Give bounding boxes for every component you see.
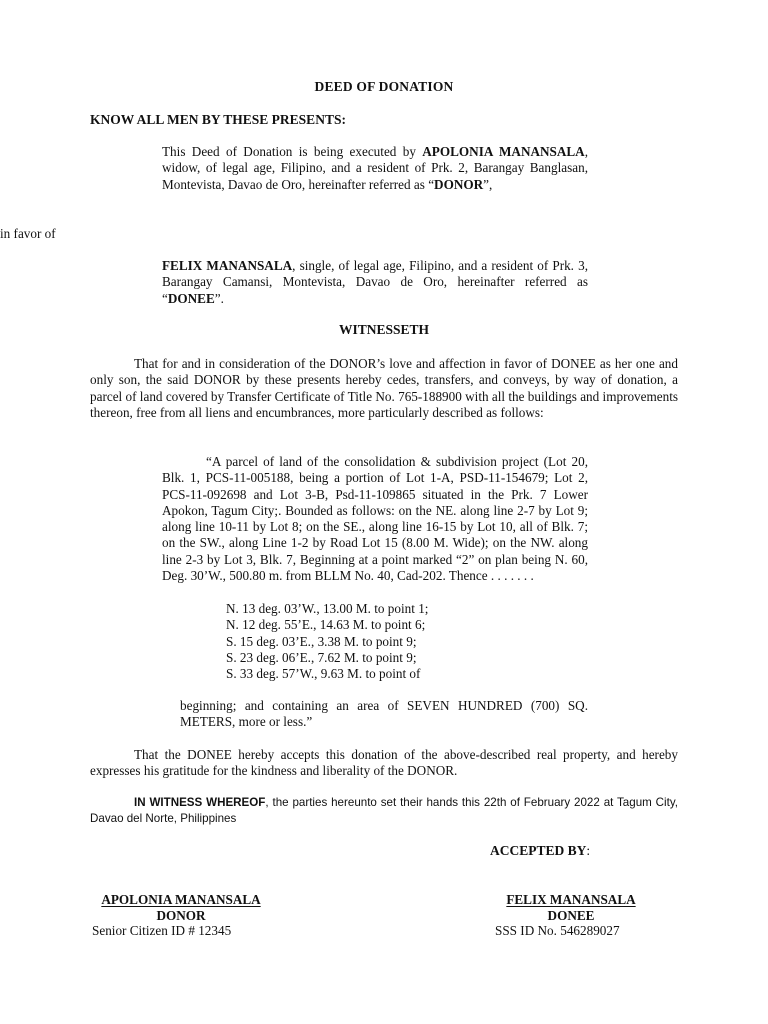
donor-paragraph-pre: This Deed of Donation is being executed by <box>162 144 423 159</box>
bearing-line: N. 12 deg. 55’E., 14.63 M. to point 6; <box>226 617 426 633</box>
witnesseth-heading: WITNESSETH <box>338 322 430 337</box>
donor-signatory-id: Senior Citizen ID # 12345 <box>92 923 232 938</box>
donee-paragraph-name: FELIX MANANSALA <box>162 258 293 273</box>
bearings-list <box>226 601 428 682</box>
donor-paragraph-name: APOLONIA MANANSALA <box>422 144 585 159</box>
opening-heading: KNOW ALL MEN BY THESE PRESENTS: <box>90 112 346 127</box>
witness-paragraph <box>90 795 678 828</box>
accepted-by-colon: : <box>586 843 591 858</box>
consideration-paragraph: That for and in consideration of the DONOR’s love and affection in favor of DONEE as her one and only son, the said DONOR by these presents hereby cedes, transfers, and conveys, by way of donation, a parcel of land covered by Transfer Certificate of Title No. 765-188900 with all the buildings and improvements thereon, free from all liens and encumbrances, more particularly described as follows: <box>90 356 678 420</box>
beginning-paragraph: beginning; and containing an area of SEVEN HUNDRED (700) SQ. METERS, more or less.” <box>180 698 588 730</box>
donee-paragraph-post: , single, of legal age, Filipino, and a resident of Prk. 3, Barangay Camansi, Montevista, Davao de Oro, hereinafter referred as “ <box>162 258 588 306</box>
witness-paragraph-rest: , the parties hereunto set their hands this 22th of February 2022 at Tagum City, Davao del Norte, Philippines <box>90 796 678 826</box>
donee-signatory-id: SSS ID No. 546289027 <box>495 923 620 938</box>
bearing-line: N. 13 deg. 03’W., 13.00 M. to point 1; <box>226 601 429 616</box>
acceptance-paragraph: That the DONEE hereby accepts this donation of the above-described real property, and hereby expresses his gratitude for the kindness and liberality of the DONOR. <box>90 747 678 779</box>
donee-signature-block <box>493 892 649 939</box>
donor-signatory-name: APOLONIA MANANSALA <box>101 892 261 907</box>
document-title: DEED OF DONATION <box>314 79 454 94</box>
donee-paragraph-end: ”. <box>214 290 224 306</box>
bearing-line: S. 15 deg. 03’E., 3.38 M. to point 9; <box>226 633 417 649</box>
in-favor-of-text: in favor of <box>0 226 56 241</box>
donor-paragraph-post: , widow, of legal age, Filipino, and a resident of Prk. 2, Barangay Banglasan, Montevista, Davao de Oro, hereinafter referred as “ <box>162 144 588 192</box>
donee-paragraph <box>162 258 588 307</box>
donee-signatory-role: DONEE <box>547 907 595 923</box>
donor-paragraph-end: ”, <box>483 176 493 192</box>
donor-paragraph-role: DONOR <box>434 176 484 192</box>
donee-paragraph-role: DONEE <box>167 290 215 306</box>
accepted-by-label <box>490 843 590 859</box>
accepted-by-text: ACCEPTED BY <box>490 843 587 858</box>
donor-signature-block <box>88 892 274 939</box>
donee-signatory-name: FELIX MANANSALA <box>506 892 636 907</box>
witness-paragraph-bold: IN WITNESS WHEREOF <box>134 796 266 809</box>
parcel-description: “A parcel of land of the consolidation & subdivision project (Lot 20, Blk. 1, PCS-11-005188, being a portion of Lot 1-A, PSD-11-154679; Lot 2, PCS-11-092698 and Lot 3-B, Psd-11-109865 situated in the Prk. 7 Lower Apokon, Tagum City;. Bounded as follows: on the NE. along line 2-7 by Lot 9; along line 10-11 by Lot 8; on the SE., along line 16-15 by Lot 10, all of Blk. 7; on the SW., along Line 1-2 by Road Lot 15 (8.00 M. Wide); on the NW. along line 2-3 by Lot 3, Blk. 7, Beginning at a point marked “2” on plan being N. 60, Deg. 30’W., 500.80 m. from BLLM No. 40, Cad-202. Thence . . . . . . . <box>162 454 588 584</box>
donor-signatory-role: DONOR <box>156 907 206 923</box>
donor-paragraph <box>162 144 588 193</box>
bearing-line: S. 33 deg. 57’W., 9.63 M. to point of <box>226 666 421 682</box>
bearing-line: S. 23 deg. 06’E., 7.62 M. to point 9; <box>226 649 417 665</box>
